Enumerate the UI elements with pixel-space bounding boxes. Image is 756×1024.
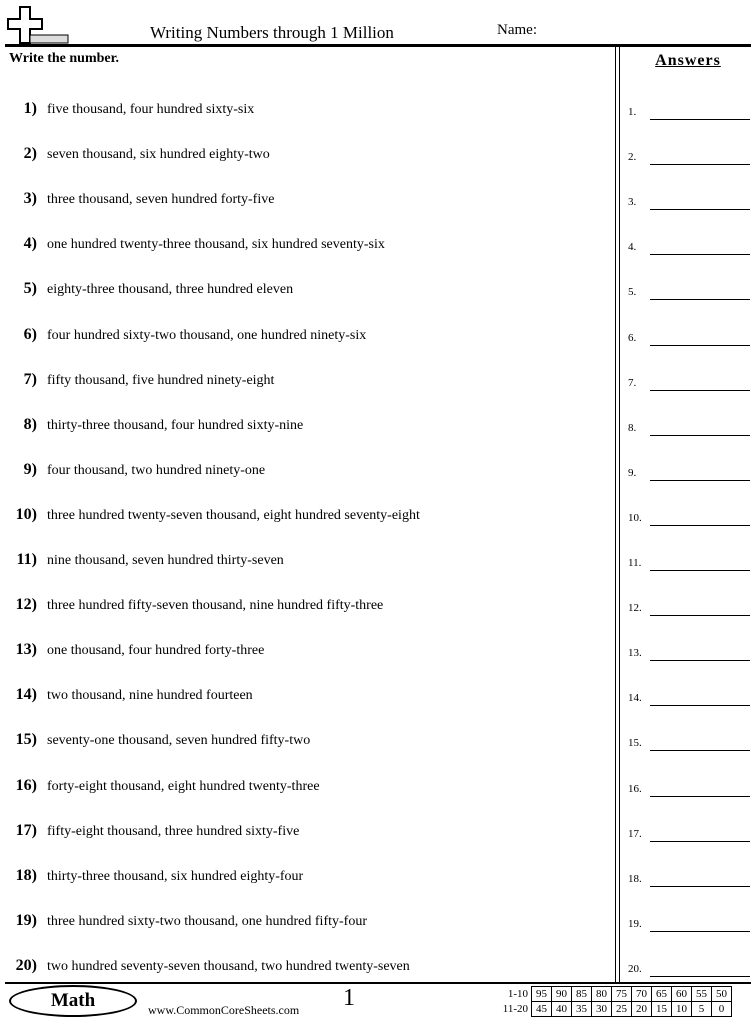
answer-blank[interactable] bbox=[650, 750, 750, 751]
question-text: three hundred sixty-two thousand, one hundred fifty-four bbox=[47, 914, 367, 929]
question-row bbox=[10, 731, 310, 751]
question-number: 1) bbox=[23, 100, 37, 117]
footer-rule bbox=[5, 982, 751, 984]
score-table bbox=[498, 986, 732, 1017]
answer-blank[interactable] bbox=[650, 615, 750, 616]
score-row-label: 11-20 bbox=[502, 1003, 528, 1015]
question-text: thirty-three thousand, four hundred sixty-nine bbox=[47, 418, 304, 433]
page-number: 1 bbox=[343, 985, 355, 1011]
answer-number: 10. bbox=[628, 512, 642, 524]
question-number: 5) bbox=[23, 280, 37, 297]
question-row bbox=[10, 551, 284, 571]
score-cell: 75 bbox=[612, 987, 632, 1002]
math-label: Math bbox=[50, 990, 96, 1011]
answers-heading: Answers bbox=[655, 52, 721, 69]
score-cell: 30 bbox=[592, 1002, 612, 1017]
answer-number: 7. bbox=[628, 377, 637, 389]
answer-number: 3. bbox=[628, 196, 637, 208]
question-number: 13) bbox=[15, 641, 37, 658]
question-text: five thousand, four hundred sixty-six bbox=[47, 102, 255, 117]
answer-row bbox=[628, 102, 752, 122]
question-row bbox=[10, 912, 367, 932]
answer-row bbox=[628, 463, 752, 483]
answer-blank[interactable] bbox=[650, 931, 750, 932]
question-number: 15) bbox=[15, 731, 37, 748]
question-number: 19) bbox=[15, 912, 37, 929]
answer-blank[interactable] bbox=[650, 209, 750, 210]
website-link[interactable]: www.CommonCoreSheets.com bbox=[148, 1003, 300, 1017]
score-row bbox=[498, 987, 732, 1002]
answer-row bbox=[628, 192, 752, 212]
question-row bbox=[10, 777, 320, 797]
question-text: thirty-three thousand, six hundred eighty-four bbox=[47, 869, 304, 884]
score-cell: 15 bbox=[652, 1002, 672, 1017]
answer-row bbox=[628, 328, 752, 348]
score-cell: 70 bbox=[632, 987, 652, 1002]
answer-row bbox=[628, 237, 752, 257]
answer-number: 13. bbox=[628, 647, 642, 659]
score-cell: 10 bbox=[672, 1002, 692, 1017]
answer-row bbox=[628, 914, 752, 934]
answer-number: 9. bbox=[628, 467, 637, 479]
question-row bbox=[10, 641, 264, 661]
score-cell: 40 bbox=[552, 1002, 572, 1017]
question-number: 6) bbox=[23, 326, 37, 343]
answer-number: 4. bbox=[628, 241, 637, 253]
answer-row bbox=[628, 282, 752, 302]
question-text: one thousand, four hundred forty-three bbox=[47, 643, 265, 658]
score-cell: 65 bbox=[652, 987, 672, 1002]
answer-number: 19. bbox=[628, 918, 642, 930]
question-number: 14) bbox=[15, 686, 37, 703]
worksheet-title: Writing Numbers through 1 Million bbox=[150, 23, 394, 42]
question-row bbox=[10, 100, 254, 120]
answer-number: 6. bbox=[628, 332, 637, 344]
answer-blank[interactable] bbox=[650, 841, 750, 842]
score-cell: 95 bbox=[532, 987, 552, 1002]
answer-blank[interactable] bbox=[650, 119, 750, 120]
score-cell: 80 bbox=[592, 987, 612, 1002]
answer-blank[interactable] bbox=[650, 390, 750, 391]
answer-number: 11. bbox=[628, 557, 642, 569]
question-row bbox=[10, 686, 253, 706]
question-text: three thousand, seven hundred forty-five bbox=[47, 192, 275, 207]
answer-row bbox=[628, 688, 752, 708]
answer-row bbox=[628, 824, 752, 844]
answer-blank[interactable] bbox=[650, 796, 750, 797]
score-row bbox=[498, 1002, 732, 1017]
score-cell: 0 bbox=[712, 1002, 732, 1017]
score-cell: 25 bbox=[612, 1002, 632, 1017]
score-cell: 90 bbox=[552, 987, 572, 1002]
answer-number: 5. bbox=[628, 286, 637, 298]
answer-blank[interactable] bbox=[650, 570, 750, 571]
math-badge bbox=[9, 985, 137, 1017]
header-rule bbox=[5, 44, 751, 47]
question-text: seven thousand, six hundred eighty-two bbox=[47, 147, 270, 162]
score-cell: 5 bbox=[692, 1002, 712, 1017]
question-number: 2) bbox=[23, 145, 37, 162]
question-text: four hundred sixty-two thousand, one hundred ninety-six bbox=[47, 328, 367, 343]
answer-number: 18. bbox=[628, 873, 642, 885]
answer-row bbox=[628, 643, 752, 663]
answer-row bbox=[628, 553, 752, 573]
answer-column-divider bbox=[615, 47, 616, 983]
answer-blank[interactable] bbox=[650, 705, 750, 706]
question-row bbox=[10, 506, 420, 526]
question-number: 8) bbox=[23, 416, 37, 433]
answer-blank[interactable] bbox=[650, 299, 750, 300]
answer-blank[interactable] bbox=[650, 345, 750, 346]
question-number: 9) bbox=[23, 461, 37, 478]
question-number: 7) bbox=[23, 371, 37, 388]
answer-blank[interactable] bbox=[650, 886, 750, 887]
answer-blank[interactable] bbox=[650, 435, 750, 436]
question-text: two thousand, nine hundred fourteen bbox=[47, 688, 253, 703]
answer-blank[interactable] bbox=[650, 480, 750, 481]
instructions: Write the number. bbox=[9, 51, 120, 66]
answer-row bbox=[628, 373, 752, 393]
score-cell: 20 bbox=[632, 1002, 652, 1017]
score-cell: 35 bbox=[572, 1002, 592, 1017]
answer-column-divider-inner bbox=[619, 47, 620, 983]
question-text: one hundred twenty-three thousand, six hundred seventy-six bbox=[47, 237, 385, 252]
answer-row bbox=[628, 869, 752, 889]
question-row bbox=[10, 326, 366, 346]
answer-row bbox=[628, 959, 752, 979]
question-number: 10) bbox=[15, 506, 37, 523]
score-cell: 60 bbox=[672, 987, 692, 1002]
score-cell: 85 bbox=[572, 987, 592, 1002]
question-row bbox=[10, 416, 303, 436]
question-row bbox=[10, 190, 274, 210]
answer-number: 8. bbox=[628, 422, 637, 434]
answer-blank[interactable] bbox=[650, 525, 750, 526]
score-cell: 55 bbox=[692, 987, 712, 1002]
question-number: 18) bbox=[15, 867, 37, 884]
answer-row bbox=[628, 733, 752, 753]
question-row bbox=[10, 145, 270, 165]
answer-row bbox=[628, 147, 752, 167]
question-row bbox=[10, 461, 265, 481]
question-text: two hundred seventy-seven thousand, two hundred twenty-seven bbox=[47, 959, 410, 974]
answer-number: 2. bbox=[628, 151, 637, 163]
question-row bbox=[10, 235, 385, 255]
answer-blank[interactable] bbox=[650, 254, 750, 255]
answer-blank[interactable] bbox=[650, 164, 750, 165]
answer-blank[interactable] bbox=[650, 660, 750, 661]
question-row bbox=[10, 822, 299, 842]
question-number: 20) bbox=[15, 957, 37, 974]
question-row bbox=[10, 371, 274, 391]
question-text: nine thousand, seven hundred thirty-seven bbox=[47, 553, 284, 568]
question-row bbox=[10, 867, 303, 887]
question-number: 4) bbox=[23, 235, 37, 252]
answer-number: 15. bbox=[628, 737, 642, 749]
question-row bbox=[10, 596, 383, 616]
score-cell: 45 bbox=[532, 1002, 552, 1017]
answer-number: 20. bbox=[628, 963, 642, 975]
question-number: 11) bbox=[16, 551, 37, 568]
answer-number: 1. bbox=[628, 106, 637, 118]
question-text: forty-eight thousand, eight hundred twenty-three bbox=[47, 779, 320, 794]
score-row-label: 1-10 bbox=[507, 988, 528, 1000]
answer-row bbox=[628, 508, 752, 528]
question-text: eighty-three thousand, three hundred eleven bbox=[47, 282, 294, 297]
plus-logo-icon bbox=[6, 5, 70, 45]
question-text: three hundred twenty-seven thousand, eight hundred seventy-eight bbox=[47, 508, 420, 523]
question-text: seventy-one thousand, seven hundred fifty-two bbox=[47, 733, 311, 748]
name-label: Name: bbox=[497, 22, 537, 38]
answer-number: 17. bbox=[628, 828, 642, 840]
question-number: 17) bbox=[15, 822, 37, 839]
question-row bbox=[10, 957, 410, 977]
score-cell: 50 bbox=[712, 987, 732, 1002]
answer-number: 12. bbox=[628, 602, 642, 614]
question-number: 12) bbox=[15, 596, 37, 613]
question-row bbox=[10, 280, 293, 300]
question-text: four thousand, two hundred ninety-one bbox=[47, 463, 266, 478]
question-text: fifty-eight thousand, three hundred sixty-five bbox=[47, 824, 300, 839]
answer-row bbox=[628, 779, 752, 799]
question-text: fifty thousand, five hundred ninety-eight bbox=[47, 373, 275, 388]
answer-number: 14. bbox=[628, 692, 642, 704]
answer-row bbox=[628, 418, 752, 438]
question-number: 16) bbox=[15, 777, 37, 794]
question-text: three hundred fifty-seven thousand, nine hundred fifty-three bbox=[47, 598, 384, 613]
question-number: 3) bbox=[23, 190, 37, 207]
answer-row bbox=[628, 598, 752, 618]
answer-blank[interactable] bbox=[650, 976, 750, 977]
answer-number: 16. bbox=[628, 783, 642, 795]
